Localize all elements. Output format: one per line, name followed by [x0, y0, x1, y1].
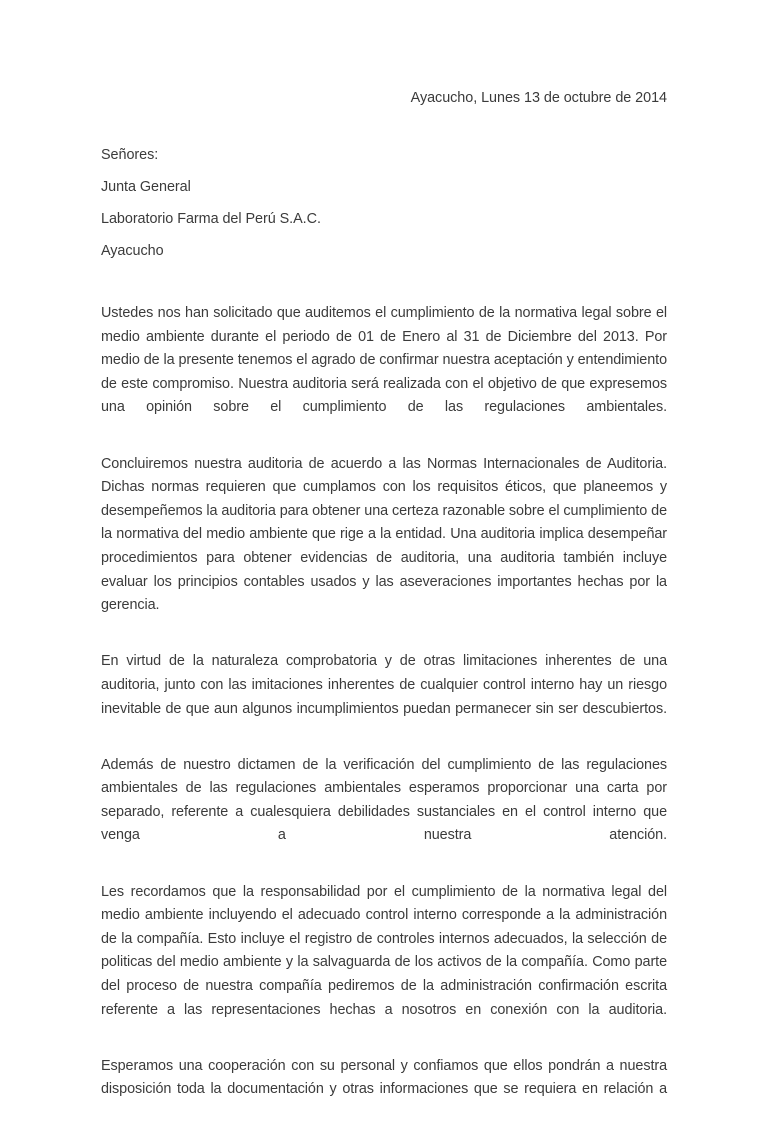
addressee-salutation: Señores:	[101, 147, 159, 163]
body-paragraph: Concluiremos nuestra auditoria de acuerdo a las Normas Internacionales de Auditoria. Dichas normas requieren que cumplamos con los requisitos éticos, que planeemos y desempeñemos la auditoria para obtener una certeza razonable sobre el cumplimiento de la normativa del medio ambiente que rige a la entidad. Una auditoria implica desempeñar procedimientos para obtener evidencias de auditoria, una auditoria también incluye evaluar los principios contables usados y las aseveraciones importantes hechas por la gerencia.	[101, 455, 667, 614]
body-paragraph: Además de nuestro dictamen de la verificación del cumplimiento de las regulaciones ambientales de las regulaciones ambientales esperamos proporcionar una carta por separado, referente a cualesquiera debilidades sustanciales en el control interno que venga a nuestra atención.	[101, 756, 667, 844]
date-line: Ayacucho, Lunes 13 de octubre de 2014	[410, 90, 667, 106]
body-paragraph: Ustedes nos han solicitado que auditemos el cumplimiento de la normativa legal sobre el medio ambiente durante el periodo de 01 de Enero al 31 de Diciembre del 2013. Por medio de la presente tenemos el agrado de confirmar nuestra aceptación y entendimiento de este compromiso. Nuestra auditoria será realizada con el objetivo de que expresemos una opinión sobre el cumplimiento de las regulaciones ambientales.	[101, 305, 667, 416]
body-paragraph: En virtud de la naturaleza comprobatoria y de otras limitaciones inherentes de una auditoria, junto con las imitaciones inherentes de cualquier control interno hay un riesgo inevitable de que aun algunos incumplimientos puedan permanecer sin ser descubiertos.	[101, 653, 667, 717]
letter-body	[101, 302, 667, 1126]
addressee-city: Ayacucho	[101, 243, 164, 259]
body-paragraph: Les recordamos que la responsabilidad por el cumplimiento de la normativa legal del medio ambiente incluyendo el adecuado control interno corresponde a la administración de la compañía. Esto incluye el registro de controles internos adecuados, la selección de politicas del medio ambiente y la salvaguarda de los activos de la compañía. Como parte del proceso de nuestra compañía pediremos de la administración confirmación escrita referente a las representaciones hechas a nosotros en conexión con la auditoria.	[101, 883, 667, 1018]
addressee-block	[101, 146, 667, 260]
addressee-recipient-body: Junta General	[101, 179, 191, 195]
body-paragraph: Esperamos una cooperación con su personal y confiamos que ellos pondrán a nuestra disposición toda la documentación y otras informaciones que se requiera en relación a	[101, 1057, 667, 1098]
addressee-company: Laboratorio Farma del Perú S.A.C.	[101, 211, 321, 227]
